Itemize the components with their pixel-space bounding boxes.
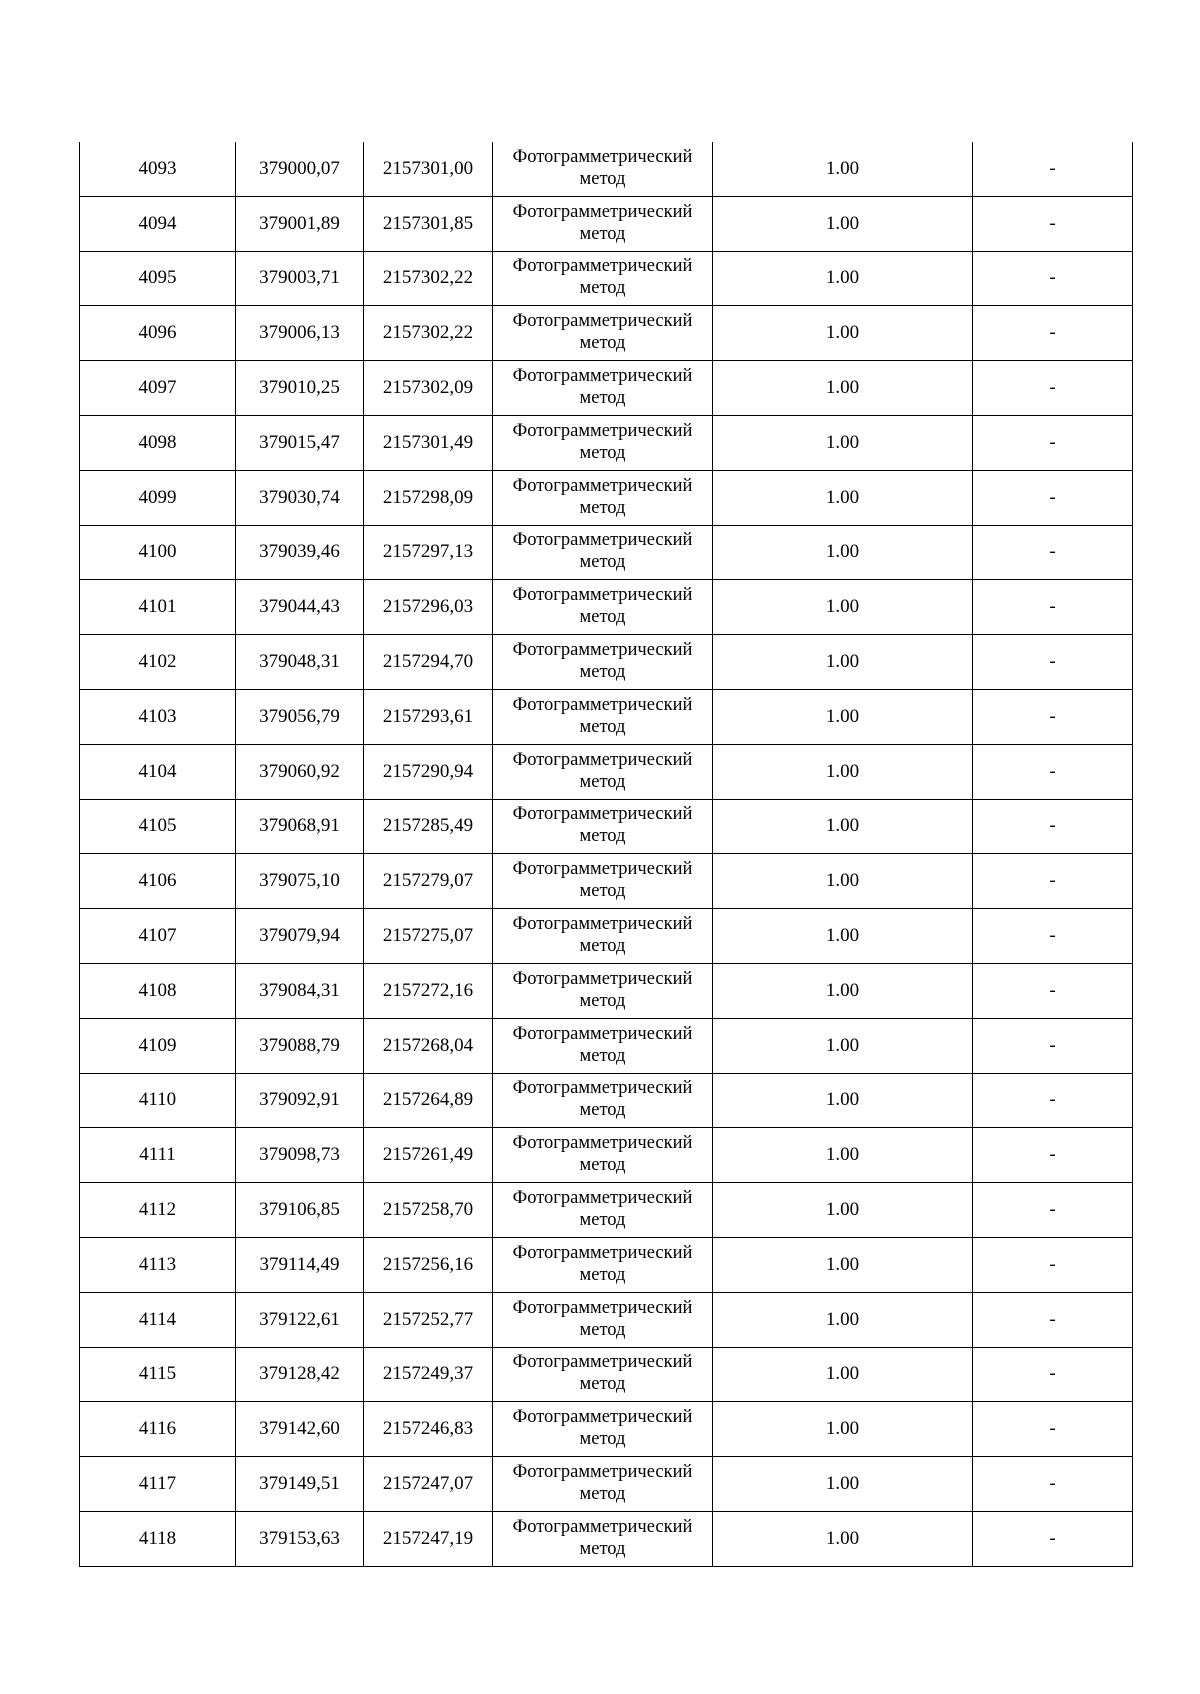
method-line-1: Фотограмметрический: [512, 859, 693, 880]
y-coordinate-cell: 2157293,61: [364, 689, 493, 744]
table-row: [80, 1457, 1133, 1512]
x-coordinate-cell: 379003,71: [236, 251, 364, 306]
accuracy-cell: 1.00: [713, 1402, 973, 1457]
accuracy-cell: 1.00: [713, 1073, 973, 1128]
method-line-1: Фотограмметрический: [512, 1023, 693, 1044]
note-cell: -: [973, 799, 1133, 854]
point-number-cell: 4114: [80, 1292, 236, 1347]
x-coordinate-cell: 379056,79: [236, 689, 364, 744]
y-coordinate-cell: 2157272,16: [364, 963, 493, 1018]
accuracy-cell: 1.00: [713, 361, 973, 416]
method-line-1: Фотограмметрический: [512, 420, 693, 441]
note-cell: -: [973, 963, 1133, 1018]
y-coordinate-cell: 2157298,09: [364, 470, 493, 525]
y-coordinate-cell: 2157246,83: [364, 1402, 493, 1457]
method-line-2: метод: [579, 716, 626, 737]
method-line-2: метод: [579, 990, 626, 1011]
table-body: [80, 142, 1133, 1566]
note-cell: -: [973, 635, 1133, 690]
method-cell: [493, 1018, 713, 1073]
table-row: [80, 744, 1133, 799]
y-coordinate-cell: 2157302,22: [364, 251, 493, 306]
y-coordinate-cell: 2157285,49: [364, 799, 493, 854]
method-line-2: метод: [579, 1538, 626, 1559]
table-row: [80, 909, 1133, 964]
method-cell: [493, 470, 713, 525]
point-number-cell: 4111: [80, 1128, 236, 1183]
note-cell: -: [973, 1402, 1133, 1457]
y-coordinate-cell: 2157261,49: [364, 1128, 493, 1183]
note-cell: -: [973, 1292, 1133, 1347]
x-coordinate-cell: 379106,85: [236, 1183, 364, 1238]
accuracy-cell: 1.00: [713, 306, 973, 361]
method-line-1: Фотограмметрический: [512, 694, 693, 715]
table-row: [80, 635, 1133, 690]
x-coordinate-cell: 379075,10: [236, 854, 364, 909]
table-row: [80, 689, 1133, 744]
method-line-1: Фотограмметрический: [512, 804, 693, 825]
accuracy-cell: 1.00: [713, 580, 973, 635]
note-cell: -: [973, 1073, 1133, 1128]
note-cell: -: [973, 196, 1133, 251]
table-row: [80, 1073, 1133, 1128]
x-coordinate-cell: 379142,60: [236, 1402, 364, 1457]
note-cell: -: [973, 909, 1133, 964]
method-line-2: метод: [579, 1429, 626, 1450]
method-cell: [493, 580, 713, 635]
x-coordinate-cell: 379114,49: [236, 1237, 364, 1292]
x-coordinate-cell: 379006,13: [236, 306, 364, 361]
table-row: [80, 415, 1133, 470]
method-line-2: метод: [579, 168, 626, 189]
x-coordinate-cell: 379048,31: [236, 635, 364, 690]
x-coordinate-cell: 379088,79: [236, 1018, 364, 1073]
method-cell: [493, 744, 713, 799]
point-number-cell: 4097: [80, 361, 236, 416]
method-cell: [493, 1128, 713, 1183]
accuracy-cell: 1.00: [713, 689, 973, 744]
y-coordinate-cell: 2157249,37: [364, 1347, 493, 1402]
y-coordinate-cell: 2157258,70: [364, 1183, 493, 1238]
note-cell: -: [973, 1183, 1133, 1238]
method-line-1: Фотограмметрический: [512, 1188, 693, 1209]
y-coordinate-cell: 2157247,07: [364, 1457, 493, 1512]
method-line-1: Фотограмметрический: [512, 311, 693, 332]
method-cell: [493, 799, 713, 854]
point-number-cell: 4100: [80, 525, 236, 580]
point-number-cell: 4116: [80, 1402, 236, 1457]
method-cell: [493, 1347, 713, 1402]
accuracy-cell: 1.00: [713, 1237, 973, 1292]
table-row: [80, 1402, 1133, 1457]
accuracy-cell: 1.00: [713, 963, 973, 1018]
point-number-cell: 4099: [80, 470, 236, 525]
method-line-1: Фотограмметрический: [512, 201, 693, 222]
method-cell: [493, 361, 713, 416]
method-line-2: метод: [579, 936, 626, 957]
accuracy-cell: 1.00: [713, 196, 973, 251]
x-coordinate-cell: 379068,91: [236, 799, 364, 854]
method-cell: [493, 1457, 713, 1512]
method-line-2: метод: [579, 662, 626, 683]
method-line-1: Фотограмметрический: [512, 1462, 693, 1483]
x-coordinate-cell: 379084,31: [236, 963, 364, 1018]
method-cell: [493, 1073, 713, 1128]
point-number-cell: 4108: [80, 963, 236, 1018]
method-line-1: Фотограмметрический: [512, 1407, 693, 1428]
accuracy-cell: 1.00: [713, 470, 973, 525]
method-line-2: метод: [579, 1155, 626, 1176]
x-coordinate-cell: 379001,89: [236, 196, 364, 251]
note-cell: -: [973, 744, 1133, 799]
y-coordinate-cell: 2157302,09: [364, 361, 493, 416]
method-line-1: Фотограмметрический: [512, 1516, 693, 1537]
x-coordinate-cell: 379044,43: [236, 580, 364, 635]
table-row: [80, 525, 1133, 580]
method-line-1: Фотограмметрический: [512, 749, 693, 770]
point-number-cell: 4093: [80, 142, 236, 196]
method-line-2: метод: [579, 1484, 626, 1505]
point-number-cell: 4096: [80, 306, 236, 361]
accuracy-cell: 1.00: [713, 1183, 973, 1238]
table-row: [80, 1183, 1133, 1238]
method-cell: [493, 854, 713, 909]
x-coordinate-cell: 379153,63: [236, 1511, 364, 1566]
accuracy-cell: 1.00: [713, 1292, 973, 1347]
y-coordinate-cell: 2157290,94: [364, 744, 493, 799]
method-line-2: метод: [579, 497, 626, 518]
y-coordinate-cell: 2157247,19: [364, 1511, 493, 1566]
point-number-cell: 4118: [80, 1511, 236, 1566]
point-number-cell: 4115: [80, 1347, 236, 1402]
x-coordinate-cell: 379000,07: [236, 142, 364, 196]
table-row: [80, 1018, 1133, 1073]
x-coordinate-cell: 379039,46: [236, 525, 364, 580]
note-cell: -: [973, 361, 1133, 416]
method-line-1: Фотограмметрический: [512, 968, 693, 989]
method-line-1: Фотограмметрический: [512, 475, 693, 496]
method-line-1: Фотограмметрический: [512, 366, 693, 387]
method-line-2: метод: [579, 1319, 626, 1340]
table-row: [80, 799, 1133, 854]
x-coordinate-cell: 379010,25: [236, 361, 364, 416]
method-line-1: Фотограмметрический: [512, 914, 693, 935]
method-cell: [493, 963, 713, 1018]
method-line-2: метод: [579, 1045, 626, 1066]
y-coordinate-cell: 2157268,04: [364, 1018, 493, 1073]
table-row: [80, 306, 1133, 361]
accuracy-cell: 1.00: [713, 635, 973, 690]
accuracy-cell: 1.00: [713, 1018, 973, 1073]
note-cell: -: [973, 306, 1133, 361]
table-row: [80, 251, 1133, 306]
method-line-2: метод: [579, 1100, 626, 1121]
x-coordinate-cell: 379128,42: [236, 1347, 364, 1402]
point-number-cell: 4094: [80, 196, 236, 251]
accuracy-cell: 1.00: [713, 525, 973, 580]
table-row: [80, 854, 1133, 909]
point-number-cell: 4112: [80, 1183, 236, 1238]
y-coordinate-cell: 2157297,13: [364, 525, 493, 580]
method-line-2: метод: [579, 442, 626, 463]
table-row: [80, 470, 1133, 525]
accuracy-cell: 1.00: [713, 1511, 973, 1566]
method-line-2: метод: [579, 388, 626, 409]
point-number-cell: 4101: [80, 580, 236, 635]
point-number-cell: 4103: [80, 689, 236, 744]
accuracy-cell: 1.00: [713, 854, 973, 909]
method-cell: [493, 1511, 713, 1566]
point-number-cell: 4113: [80, 1237, 236, 1292]
accuracy-cell: 1.00: [713, 142, 973, 196]
x-coordinate-cell: 379149,51: [236, 1457, 364, 1512]
point-number-cell: 4110: [80, 1073, 236, 1128]
method-cell: [493, 142, 713, 196]
note-cell: -: [973, 1128, 1133, 1183]
note-cell: -: [973, 415, 1133, 470]
method-line-2: метод: [579, 1210, 626, 1231]
method-line-1: Фотограмметрический: [512, 1078, 693, 1099]
method-line-2: метод: [579, 1374, 626, 1395]
method-line-2: метод: [579, 1264, 626, 1285]
point-number-cell: 4104: [80, 744, 236, 799]
y-coordinate-cell: 2157264,89: [364, 1073, 493, 1128]
method-cell: [493, 635, 713, 690]
method-line-1: Фотограмметрический: [512, 1133, 693, 1154]
method-line-2: метод: [579, 607, 626, 628]
y-coordinate-cell: 2157301,85: [364, 196, 493, 251]
accuracy-cell: 1.00: [713, 1457, 973, 1512]
method-line-1: Фотограмметрический: [512, 585, 693, 606]
method-line-2: метод: [579, 826, 626, 847]
accuracy-cell: 1.00: [713, 909, 973, 964]
method-cell: [493, 415, 713, 470]
accuracy-cell: 1.00: [713, 1128, 973, 1183]
method-line-1: Фотограмметрический: [512, 1352, 693, 1373]
table-row: [80, 580, 1133, 635]
note-cell: -: [973, 580, 1133, 635]
method-cell: [493, 525, 713, 580]
method-cell: [493, 1402, 713, 1457]
note-cell: -: [973, 854, 1133, 909]
table-row: [80, 196, 1133, 251]
x-coordinate-cell: 379098,73: [236, 1128, 364, 1183]
point-number-cell: 4098: [80, 415, 236, 470]
method-cell: [493, 251, 713, 306]
x-coordinate-cell: 379092,91: [236, 1073, 364, 1128]
method-line-2: метод: [579, 881, 626, 902]
accuracy-cell: 1.00: [713, 1347, 973, 1402]
note-cell: -: [973, 142, 1133, 196]
x-coordinate-cell: 379030,74: [236, 470, 364, 525]
method-cell: [493, 1183, 713, 1238]
method-line-1: Фотограмметрический: [512, 146, 693, 167]
point-number-cell: 4109: [80, 1018, 236, 1073]
method-cell: [493, 306, 713, 361]
note-cell: -: [973, 1237, 1133, 1292]
y-coordinate-cell: 2157296,03: [364, 580, 493, 635]
point-number-cell: 4102: [80, 635, 236, 690]
y-coordinate-cell: 2157275,07: [364, 909, 493, 964]
point-number-cell: 4106: [80, 854, 236, 909]
accuracy-cell: 1.00: [713, 415, 973, 470]
y-coordinate-cell: 2157279,07: [364, 854, 493, 909]
y-coordinate-cell: 2157301,00: [364, 142, 493, 196]
x-coordinate-cell: 379122,61: [236, 1292, 364, 1347]
point-number-cell: 4117: [80, 1457, 236, 1512]
note-cell: -: [973, 1457, 1133, 1512]
note-cell: -: [973, 470, 1133, 525]
method-cell: [493, 196, 713, 251]
x-coordinate-cell: 379015,47: [236, 415, 364, 470]
method-line-2: метод: [579, 552, 626, 573]
method-line-1: Фотограмметрический: [512, 1297, 693, 1318]
method-line-2: метод: [579, 771, 626, 792]
table-row: [80, 1237, 1133, 1292]
note-cell: -: [973, 251, 1133, 306]
method-cell: [493, 1292, 713, 1347]
point-number-cell: 4095: [80, 251, 236, 306]
note-cell: -: [973, 1511, 1133, 1566]
x-coordinate-cell: 379060,92: [236, 744, 364, 799]
method-line-2: метод: [579, 223, 626, 244]
x-coordinate-cell: 379079,94: [236, 909, 364, 964]
method-cell: [493, 1237, 713, 1292]
note-cell: -: [973, 1347, 1133, 1402]
method-cell: [493, 909, 713, 964]
table-row: [80, 1128, 1133, 1183]
table-row: [80, 1511, 1133, 1566]
table-row: [80, 963, 1133, 1018]
table-row: [80, 1347, 1133, 1402]
accuracy-cell: 1.00: [713, 251, 973, 306]
table-row: [80, 142, 1133, 196]
method-line-2: метод: [579, 333, 626, 354]
method-line-1: Фотограмметрический: [512, 256, 693, 277]
y-coordinate-cell: 2157294,70: [364, 635, 493, 690]
note-cell: -: [973, 689, 1133, 744]
y-coordinate-cell: 2157252,77: [364, 1292, 493, 1347]
note-cell: -: [973, 1018, 1133, 1073]
coordinates-table: [79, 142, 1133, 1567]
method-line-1: Фотограмметрический: [512, 640, 693, 661]
point-number-cell: 4105: [80, 799, 236, 854]
y-coordinate-cell: 2157256,16: [364, 1237, 493, 1292]
method-cell: [493, 689, 713, 744]
point-number-cell: 4107: [80, 909, 236, 964]
method-line-2: метод: [579, 278, 626, 299]
method-line-1: Фотограмметрический: [512, 530, 693, 551]
y-coordinate-cell: 2157301,49: [364, 415, 493, 470]
accuracy-cell: 1.00: [713, 744, 973, 799]
table-row: [80, 1292, 1133, 1347]
table-row: [80, 361, 1133, 416]
method-line-1: Фотограмметрический: [512, 1242, 693, 1263]
note-cell: -: [973, 525, 1133, 580]
y-coordinate-cell: 2157302,22: [364, 306, 493, 361]
accuracy-cell: 1.00: [713, 799, 973, 854]
